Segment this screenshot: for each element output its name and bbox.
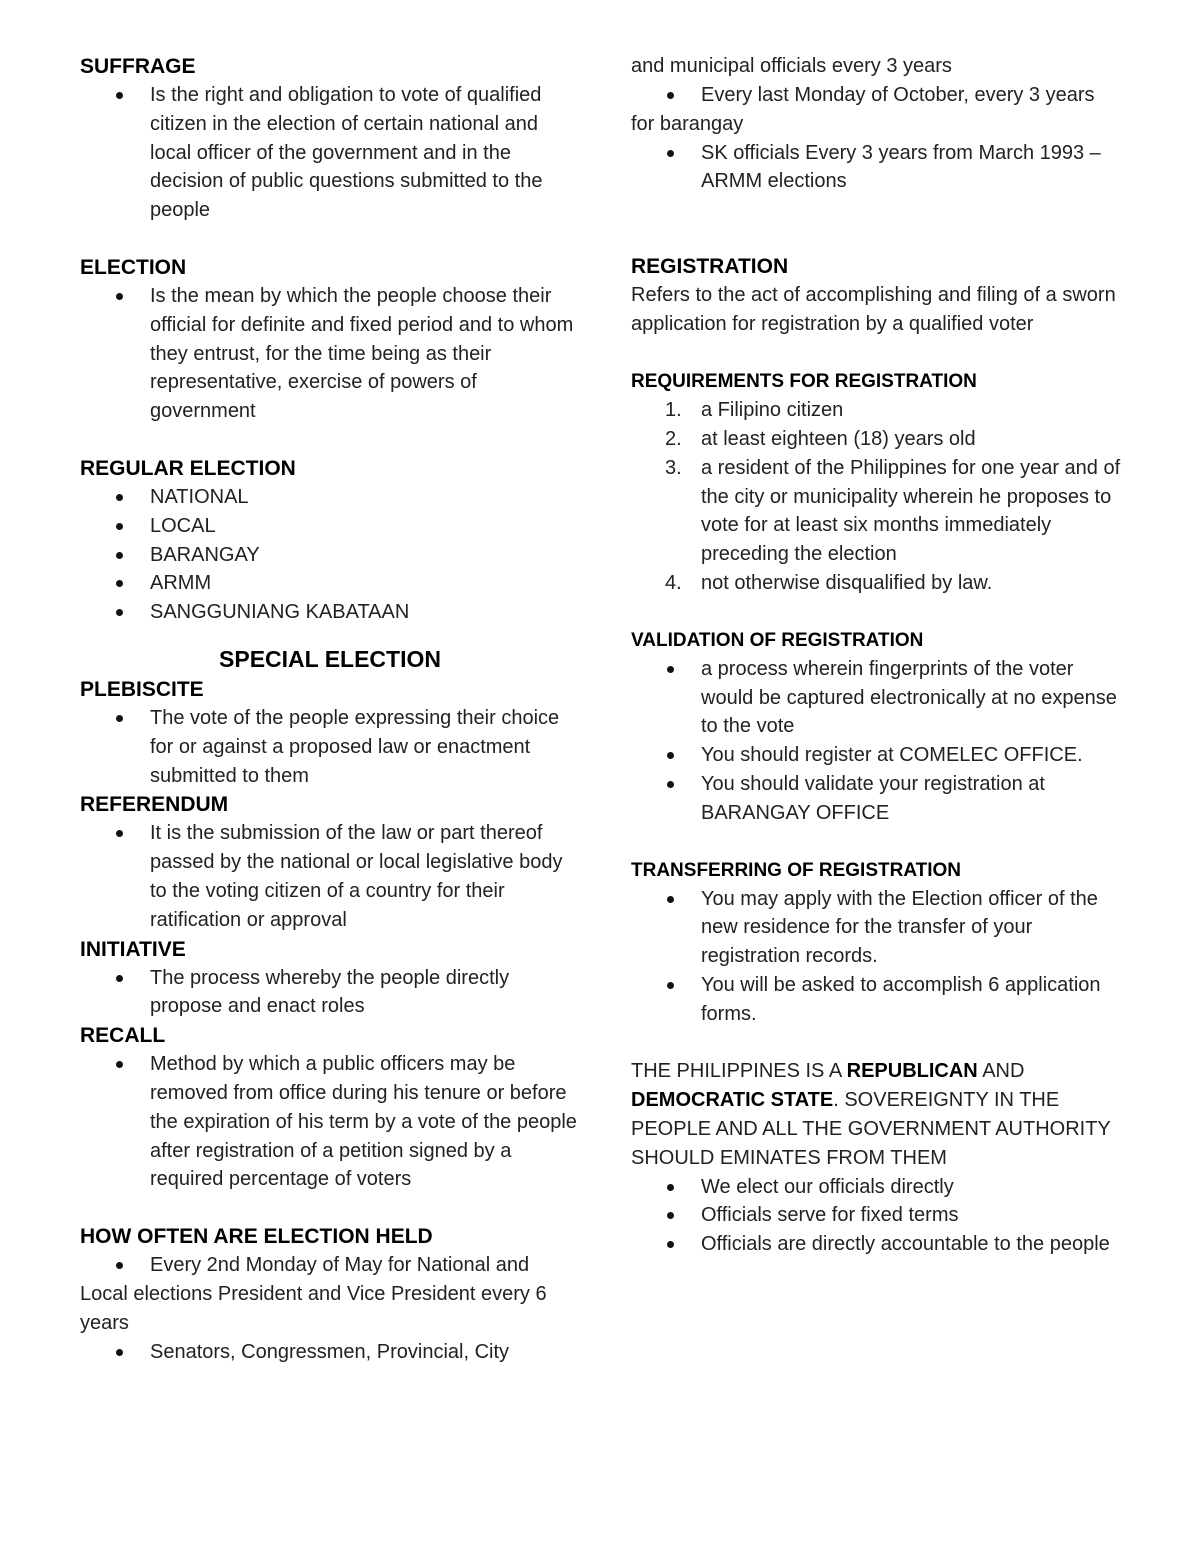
left-column <box>80 52 580 1366</box>
list-item: Every last Monday of October, every 3 years for barangay <box>631 81 1121 139</box>
continued-list-2 <box>631 139 1121 197</box>
recall-list <box>80 1050 580 1194</box>
requirements-list <box>631 396 1121 598</box>
how-often-list <box>80 1251 580 1366</box>
list-item: 1. a Filipino citizen <box>665 399 844 422</box>
election-heading: ELECTION <box>80 255 187 279</box>
transferring-list <box>631 885 1121 1029</box>
how-often-heading: HOW OFTEN ARE ELECTION HELD <box>80 1225 433 1249</box>
list-item: You may apply with the Election officer of the new residence for the transfer of your registration records. <box>631 885 1121 971</box>
right-column <box>631 52 1121 1259</box>
list-item: Is the right and obligation to vote of qualified citizen in the election of certain national and local officer of the government and in the decision of public questions submitted to the people <box>80 81 580 225</box>
referendum-list <box>80 819 580 934</box>
list-item: BARANGAY <box>80 541 580 570</box>
plebiscite-list <box>80 704 580 790</box>
list-item: Every 2nd Monday of May for National and Local elections President and Vice President every 6 years <box>80 1251 580 1337</box>
registration-text: Refers to the act of accomplishing and filing of a sworn application for registration by a qualified voter <box>631 284 1116 336</box>
continued-line: and municipal officials every 3 years <box>631 55 952 77</box>
election-list <box>80 282 580 426</box>
list-item: LOCAL <box>80 512 580 541</box>
continued-list <box>631 81 1121 139</box>
list-item: We elect our officials directly <box>631 1173 1121 1202</box>
list-item: 3. a resident of the Philippines for one year and of the city or municipality wherein he proposes to vote for at least six months immediately preceding the election <box>665 456 1121 566</box>
suffrage-list <box>80 81 580 225</box>
list-item: 2. at least eighteen (18) years old <box>665 427 976 450</box>
statement-list <box>631 1173 1121 1259</box>
requirements-heading: REQUIREMENTS FOR REGISTRATION <box>631 371 977 393</box>
list-item: SK officials Every 3 years from March 1993 – ARMM elections <box>631 139 1121 197</box>
list-item: It is the submission of the law or part thereof passed by the national or local legislative body to the voting citizen of a country for their ratification or approval <box>80 819 580 934</box>
list-item: SANGGUNIANG KABATAAN <box>80 598 580 627</box>
list-item: Officials are directly accountable to the people <box>631 1230 1121 1259</box>
list-item: The vote of the people expressing their choice for or against a proposed law or enactment submitted to them <box>80 704 580 790</box>
special-election-title: SPECIAL ELECTION <box>219 645 441 672</box>
list-item: NATIONAL <box>80 483 580 512</box>
list-item: You should validate your registration at BARANGAY OFFICE <box>631 770 1121 828</box>
initiative-heading: INITIATIVE <box>80 937 186 961</box>
list-item: The process whereby the people directly propose and enact roles <box>80 964 580 1022</box>
statement-text: THE PHILIPPINES IS A REPUBLICAN AND DEMOCRATIC STATE. SOVEREIGNTY IN THE PEOPLE AND ALL THE GOVERNMENT AUTHORITY SHOULD EMINATES FROM THEM <box>631 1059 1111 1169</box>
list-item: 4. not otherwise disqualified by law. <box>665 571 993 594</box>
list-item: ARMM <box>80 569 580 598</box>
suffrage-heading: SUFFRAGE <box>80 55 196 78</box>
regular-election-list <box>80 483 580 627</box>
initiative-list <box>80 964 580 1022</box>
validation-list <box>631 655 1121 828</box>
list-item: Officials serve for fixed terms <box>631 1201 1121 1230</box>
list-item: Senators, Congressmen, Provincial, City <box>80 1338 580 1367</box>
referendum-heading: REFERENDUM <box>80 793 229 817</box>
list-item: a process wherein fingerprints of the voter would be captured electronically at no expense to the vote <box>631 655 1121 741</box>
list-item: You will be asked to accomplish 6 application forms. <box>631 971 1121 1029</box>
regular-election-heading: REGULAR ELECTION <box>80 456 296 480</box>
transferring-heading: TRANSFERRING OF REGISTRATION <box>631 859 962 881</box>
list-item: You should register at COMELEC OFFICE. <box>631 741 1121 770</box>
list-item: Method by which a public officers may be removed from office during his tenure or before the expiration of his term by a vote of the people after registration of a petition signed by a required percentage of voters <box>80 1050 580 1194</box>
registration-heading: REGISTRATION <box>631 255 789 279</box>
plebiscite-heading: PLEBISCITE <box>80 677 204 701</box>
list-item: Is the mean by which the people choose their official for definite and fixed period and to whom they entrust, for the time being as their representative, exercise of powers of government <box>80 282 580 426</box>
validation-heading: VALIDATION OF REGISTRATION <box>631 629 924 651</box>
recall-heading: RECALL <box>80 1024 166 1048</box>
